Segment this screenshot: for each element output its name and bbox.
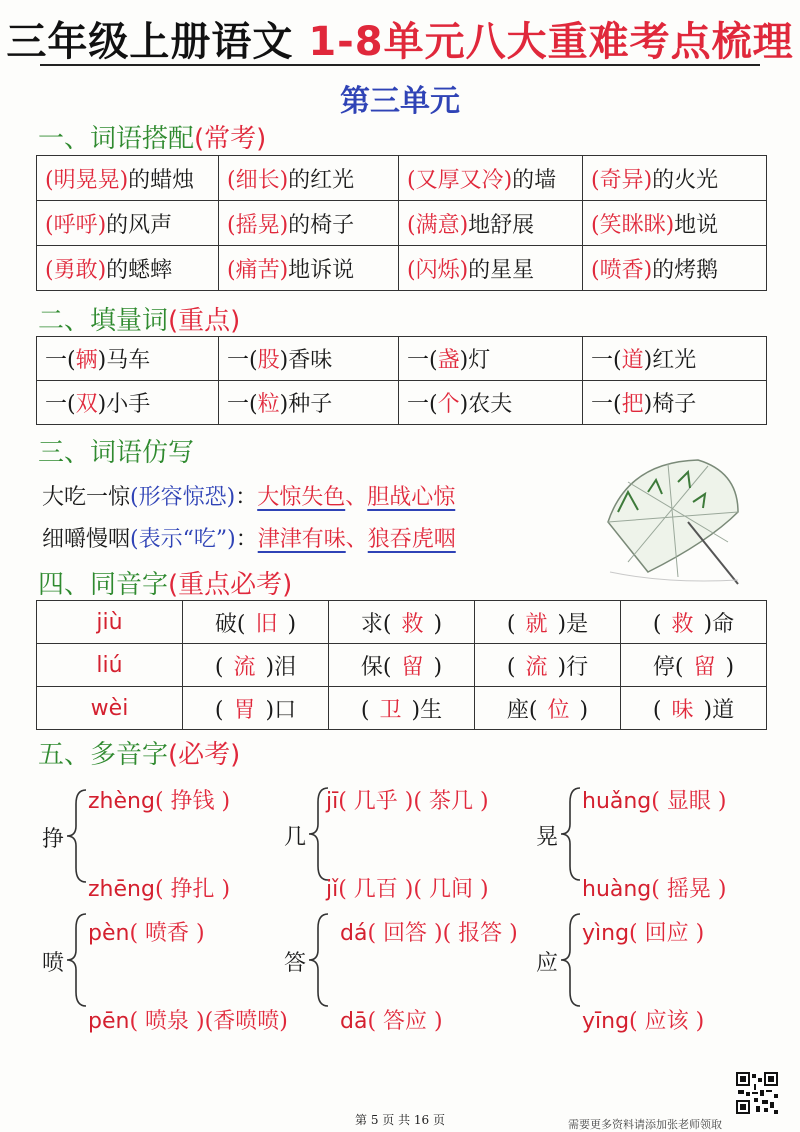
reading-pinyin: yīng (582, 1009, 630, 1034)
polyphone-char: 几 (284, 825, 307, 850)
cell-prefix: 一( (407, 348, 438, 373)
answer-word: 流 (233, 654, 256, 680)
cell-suffix: )道 (703, 697, 735, 723)
colon: ： (235, 485, 258, 510)
cell-suffix: )种子 (279, 392, 333, 417)
answer-word: 辆 (75, 348, 98, 373)
answer-word: 味 (671, 697, 694, 723)
imitation-line-1 (42, 480, 455, 511)
table-row (37, 201, 767, 246)
cell-text: 的墙 (512, 167, 557, 193)
cell-prefix: 保( (360, 654, 392, 680)
reading-pinyin: yìng (582, 921, 630, 946)
cell-suffix: )马车 (97, 348, 151, 373)
section-label: 三、词语仿写 (38, 438, 195, 468)
section-label: 四、同音字 (38, 570, 169, 600)
cell-prefix: 一( (227, 392, 258, 417)
answer-word: (勇敢) (45, 257, 107, 283)
answer-word: 盏 (437, 348, 460, 373)
answer-word: 救 (671, 611, 694, 637)
table-row (37, 601, 767, 644)
table-cell (583, 201, 767, 246)
colon: ： (235, 527, 258, 552)
cell-prefix: ( (360, 697, 370, 723)
table-cell (219, 156, 399, 201)
unit-heading: 第三单元 (340, 84, 460, 119)
reading-pinyin: pēn (88, 1009, 130, 1034)
polyphone-char: 答 (284, 951, 307, 976)
answer-word: (细长) (227, 167, 289, 193)
section-tag: (重点) (168, 306, 241, 336)
phrase-note: (表示“吃”) (130, 527, 236, 552)
answer-word: (笑眯眯) (591, 212, 675, 238)
polyphone-char: 应 (536, 951, 559, 976)
answer-word: 个 (437, 392, 460, 417)
cell-suffix: )口 (265, 697, 297, 723)
table-cell (583, 381, 767, 425)
cell-suffix: ) (433, 654, 443, 680)
section-tag: (常考) (194, 124, 267, 154)
brace-icon (64, 786, 88, 886)
polyphone-reading (88, 1004, 288, 1035)
section-4-heading (38, 564, 292, 601)
cell-suffix: )生 (411, 697, 443, 723)
polyphone-reading (582, 1004, 704, 1035)
section-2-heading (38, 300, 240, 337)
polyphone-char: 挣 (42, 827, 65, 852)
brace-icon (64, 910, 88, 1010)
table-cell (583, 337, 767, 381)
answer-word: 旧 (255, 611, 278, 637)
table-cell (219, 246, 399, 291)
cell-prefix: 一( (591, 392, 622, 417)
pinyin-cell: liú (37, 644, 183, 687)
title-divider (40, 64, 760, 66)
table-cell (621, 644, 767, 687)
cell-suffix: )香味 (279, 348, 333, 373)
cell-suffix: )灯 (459, 348, 491, 373)
cell-text: 地舒展 (468, 212, 535, 238)
answer-word: 双 (75, 392, 98, 417)
polyphone-char: 晃 (536, 825, 559, 850)
table-cell (37, 246, 219, 291)
answer-word: 就 (525, 611, 548, 637)
cell-text: 的蜡烛 (128, 167, 195, 193)
reading-words: ( 挣扎 ) (154, 877, 231, 902)
reading-words: ( 摇晃 ) (651, 877, 727, 902)
pinyin-cell: jiù (37, 601, 183, 644)
table-cell (399, 156, 583, 201)
table-cell (37, 337, 219, 381)
cell-suffix: )行 (557, 654, 589, 680)
answer-word: 位 (547, 697, 570, 723)
polyphone-reading (326, 784, 489, 815)
answer-word: 胃 (233, 697, 256, 723)
answer-word: (喷香) (591, 257, 653, 283)
cell-prefix: ( (652, 611, 662, 637)
reading-pinyin: zhèng (88, 789, 155, 814)
promo-text: 需要更多资料请添加张老师领取 (568, 1118, 722, 1131)
table-row (37, 381, 767, 425)
answer-1: 大惊失色 (257, 485, 346, 510)
answer-word: (明晃晃) (45, 167, 129, 193)
section-tag: (必考) (168, 740, 241, 770)
cell-prefix: 破( (214, 611, 246, 637)
reading-words: ( 挣钱 ) (154, 789, 231, 814)
table-cell (399, 246, 583, 291)
reading-words: ( 答应 ) (367, 1009, 443, 1034)
reading-pinyin: jǐ (326, 877, 339, 902)
reading-pinyin: zhēng (88, 877, 155, 902)
cell-prefix: 求( (360, 611, 392, 637)
cell-suffix: )小手 (97, 392, 151, 417)
cell-prefix: 一( (45, 348, 76, 373)
answer-2: 胆战心惊 (367, 485, 456, 510)
section-label: 二、填量词 (38, 306, 169, 336)
reading-words: ( 应该 ) (629, 1009, 705, 1034)
answer-word: (闪烁) (407, 257, 469, 283)
cell-text: 的蟋蟀 (106, 257, 173, 283)
pinyin-cell: wèi (37, 687, 183, 730)
table-cell (219, 201, 399, 246)
separator: 、 (345, 485, 368, 510)
table-cell (475, 601, 621, 644)
table-cell (183, 687, 329, 730)
answer-word: (呼呼) (45, 212, 107, 238)
cell-text: 的风声 (106, 212, 173, 238)
table-cell (399, 337, 583, 381)
cell-suffix: )是 (557, 611, 589, 637)
table-cell (37, 201, 219, 246)
brace-icon (306, 910, 330, 1010)
cell-text: 地说 (674, 212, 719, 238)
reading-words: ( 回应 ) (629, 921, 705, 946)
answer-word: 粒 (257, 392, 280, 417)
answer-word: 道 (621, 348, 644, 373)
cell-prefix: ( (214, 654, 224, 680)
table-cell (183, 601, 329, 644)
collocation-table (36, 155, 767, 291)
table-row (37, 644, 767, 687)
answer-word: 把 (621, 392, 644, 417)
reading-words: ( 几乎 )( 茶几 ) (338, 789, 489, 814)
title-part2: 1-8单元八大重难考点梳理 (308, 19, 794, 65)
polyphone-reading (340, 1004, 443, 1035)
page-number: 第 5 页 共 16 页 (355, 1113, 445, 1127)
reading-pinyin: pèn (88, 921, 130, 946)
section-tag: (重点必考) (168, 570, 293, 600)
reading-words: ( 回答 )( 报答 ) (367, 921, 518, 946)
table-cell (219, 381, 399, 425)
cell-prefix: 一( (227, 348, 258, 373)
table-cell (183, 644, 329, 687)
table-row (37, 687, 767, 730)
cell-prefix: 停( (652, 654, 684, 680)
cell-prefix: ( (506, 654, 516, 680)
cell-suffix: )命 (703, 611, 735, 637)
polyphone-reading (326, 872, 489, 903)
cell-suffix: )泪 (265, 654, 297, 680)
cell-prefix: ( (652, 697, 662, 723)
section-5-heading (38, 734, 240, 771)
answer-2: 狼吞虎咽 (367, 527, 456, 552)
table-row (37, 246, 767, 291)
reading-words: ( 显眼 ) (651, 789, 727, 814)
cell-prefix: 一( (45, 392, 76, 417)
phrase-note: (形容惊恐) (130, 485, 236, 510)
phrase: 细嚼慢咽 (42, 527, 131, 552)
cell-text: 的红光 (288, 167, 355, 193)
reading-words: ( 喷泉 )(香喷喷) (129, 1009, 288, 1034)
section-label: 五、多音字 (38, 740, 169, 770)
brace-icon (558, 910, 582, 1010)
cell-suffix: ) (287, 611, 297, 637)
reading-pinyin: huàng (582, 877, 652, 902)
table-cell (329, 644, 475, 687)
cell-suffix: )椅子 (643, 392, 697, 417)
reading-words: ( 喷香 ) (129, 921, 205, 946)
cell-prefix: 一( (407, 392, 438, 417)
table-cell (329, 601, 475, 644)
cell-text: 的椅子 (288, 212, 355, 238)
cell-prefix: 一( (591, 348, 622, 373)
page-title (0, 10, 800, 67)
polyphone-char: 喷 (42, 951, 65, 976)
homophone-table (36, 600, 767, 730)
reading-pinyin: dā (340, 1009, 368, 1034)
polyphone-reading (582, 916, 704, 947)
polyphone-reading (340, 916, 518, 947)
phrase: 大吃一惊 (42, 485, 131, 510)
cell-prefix: 座( (506, 697, 538, 723)
polyphone-reading (582, 784, 726, 815)
table-cell (621, 687, 767, 730)
polyphone-reading (88, 916, 205, 947)
polyphone-reading (88, 872, 230, 903)
imitation-line-2 (42, 522, 456, 553)
answer-word: (摇晃) (227, 212, 289, 238)
polyphone-reading (88, 784, 230, 815)
measure-word-table (36, 336, 767, 425)
table-cell (583, 246, 767, 291)
answer-word: 流 (525, 654, 548, 680)
answer-word: (奇异) (591, 167, 653, 193)
reading-pinyin: dá (340, 921, 368, 946)
section-label: 一、词语搭配 (38, 124, 195, 154)
answer-1: 津津有味 (257, 527, 346, 552)
answer-word: (又厚又冷) (407, 167, 513, 193)
cell-suffix: ) (433, 611, 443, 637)
table-cell (583, 156, 767, 201)
answer-word: 留 (401, 654, 424, 680)
answer-word: 留 (693, 654, 716, 680)
cell-suffix: ) (579, 697, 589, 723)
table-cell (37, 381, 219, 425)
brace-icon (558, 784, 582, 884)
cell-text: 的烤鹅 (652, 257, 719, 283)
title-part1: 三年级上册语文 (6, 19, 294, 65)
table-cell (475, 687, 621, 730)
answer-word: (满意) (407, 212, 469, 238)
answer-word: 卫 (379, 697, 402, 723)
reading-pinyin: huǎng (582, 789, 652, 814)
umbrella-illustration (588, 452, 748, 590)
cell-text: 地诉说 (288, 257, 355, 283)
cell-prefix: ( (506, 611, 516, 637)
cell-text: 的火光 (652, 167, 719, 193)
cell-prefix: ( (214, 697, 224, 723)
cell-suffix: ) (725, 654, 735, 680)
answer-word: 救 (401, 611, 424, 637)
cell-suffix: )红光 (643, 348, 697, 373)
table-cell (219, 337, 399, 381)
table-cell (399, 201, 583, 246)
answer-word: 股 (257, 348, 280, 373)
table-row (37, 156, 767, 201)
table-cell (399, 381, 583, 425)
table-cell (37, 156, 219, 201)
separator: 、 (345, 527, 368, 552)
table-row (37, 337, 767, 381)
reading-pinyin: jī (326, 789, 339, 814)
table-cell (475, 644, 621, 687)
polyphone-reading (582, 872, 726, 903)
qr-code (736, 1072, 778, 1114)
table-cell (621, 601, 767, 644)
cell-text: 的星星 (468, 257, 535, 283)
section-3-heading (38, 432, 194, 469)
section-1-heading (38, 118, 266, 155)
table-cell (329, 687, 475, 730)
answer-word: (痛苦) (227, 257, 289, 283)
cell-suffix: )农夫 (459, 392, 513, 417)
reading-words: ( 几百 )( 几间 ) (338, 877, 489, 902)
